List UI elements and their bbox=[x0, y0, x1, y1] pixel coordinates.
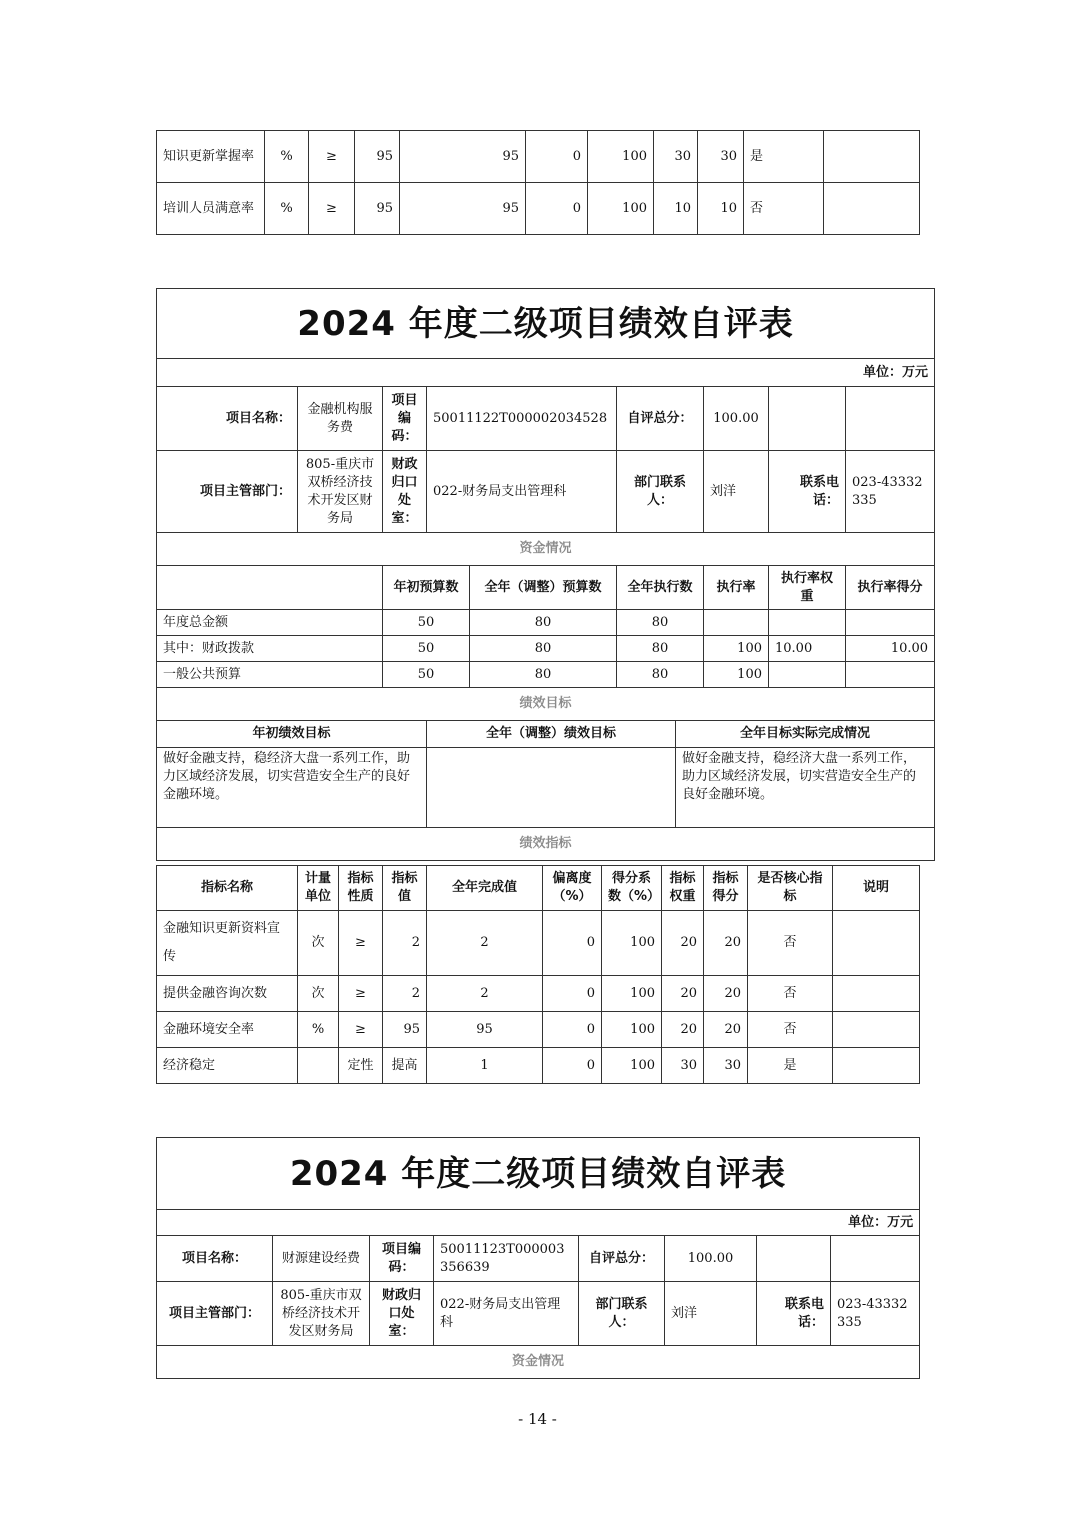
funds-section-title: 资金情况 bbox=[157, 1346, 920, 1379]
office-label: 财政归口处室： bbox=[383, 451, 427, 533]
table-row bbox=[157, 1048, 920, 1084]
funds-cell bbox=[846, 610, 935, 636]
page-number: - 14 - bbox=[518, 1410, 557, 1428]
office-label: 财政归口处室： bbox=[370, 1282, 434, 1346]
goals-header: 年初绩效目标 bbox=[157, 721, 427, 748]
office-value: 022-财务局支出管理科 bbox=[427, 451, 617, 533]
indicator-weight: 30 bbox=[662, 1048, 704, 1084]
office-value: 022-财务局支出管理科 bbox=[434, 1282, 579, 1346]
indicators-table-1 bbox=[156, 865, 920, 1084]
score-value: 100.00 bbox=[665, 1236, 757, 1282]
phone-value: 023-43332335 bbox=[831, 1282, 920, 1346]
funds-row-label: 其中：财政拨款 bbox=[157, 636, 383, 662]
score-label: 自评总分： bbox=[617, 387, 704, 451]
indicator-score: 30 bbox=[704, 1048, 748, 1084]
indicator-unit: % bbox=[265, 183, 309, 235]
goals-header: 全年（调整）绩效目标 bbox=[427, 721, 676, 748]
indicator-header: 是否核心指标 bbox=[748, 866, 833, 911]
indicator-note bbox=[833, 1048, 920, 1084]
indicator-score: 10 bbox=[698, 183, 744, 235]
indicator-deviation: 0 bbox=[543, 1012, 602, 1048]
funds-cell: 10.00 bbox=[769, 636, 846, 662]
indicator-nature: ≥ bbox=[339, 911, 383, 976]
indicator-coef: 100 bbox=[602, 1048, 662, 1084]
indicator-name: 提供金融咨询次数 bbox=[157, 976, 298, 1012]
indicator-header: 偏离度（%） bbox=[543, 866, 602, 911]
dept-value: 805-重庆市双桥经济技术开发区财务局 bbox=[273, 1282, 370, 1346]
indicator-header: 指标性质 bbox=[339, 866, 383, 911]
indicator-header: 得分系数（%） bbox=[602, 866, 662, 911]
funds-cell: 80 bbox=[617, 662, 704, 688]
indicator-header: 全年完成值 bbox=[427, 866, 543, 911]
goals-header-row bbox=[157, 721, 935, 748]
contact-label: 部门联系人： bbox=[579, 1282, 665, 1346]
evaluation-table-2 bbox=[156, 1137, 920, 1379]
indicator-complete: 1 bbox=[427, 1048, 543, 1084]
indicator-value: 2 bbox=[383, 911, 427, 976]
funds-cell: 80 bbox=[617, 610, 704, 636]
funds-header: 全年（调整）预算数 bbox=[470, 566, 617, 610]
indicator-nature: ≥ bbox=[339, 1012, 383, 1048]
table-title-row bbox=[157, 1138, 920, 1210]
project-info-row bbox=[157, 387, 935, 451]
funds-row-label: 一般公共预算 bbox=[157, 662, 383, 688]
indicator-header: 指标权重 bbox=[662, 866, 704, 911]
funds-cell: 100 bbox=[704, 636, 769, 662]
project-code-value: 50011123T000003356639 bbox=[434, 1236, 579, 1282]
unit-label: 单位：万元 bbox=[157, 359, 935, 387]
funds-cell: 80 bbox=[470, 610, 617, 636]
table-row bbox=[157, 976, 920, 1012]
indicator-nature: ≥ bbox=[339, 976, 383, 1012]
table-row bbox=[157, 183, 920, 235]
score-label: 自评总分： bbox=[579, 1236, 665, 1282]
funds-header: 执行率 bbox=[704, 566, 769, 610]
project-code-value: 50011122T000002034528 bbox=[427, 387, 617, 451]
table-row bbox=[157, 610, 935, 636]
indicator-note bbox=[833, 976, 920, 1012]
goals-section-title: 绩效目标 bbox=[157, 688, 935, 721]
phone-label: 联系电话： bbox=[769, 451, 846, 533]
indicator-value: 95 bbox=[355, 131, 400, 183]
indicator-core: 是 bbox=[748, 1048, 833, 1084]
funds-header: 执行率权重 bbox=[769, 566, 846, 610]
indicator-deviation: 0 bbox=[543, 1048, 602, 1084]
indicator-coef: 100 bbox=[602, 1012, 662, 1048]
evaluation-table-1 bbox=[156, 288, 935, 861]
indicator-coef: 100 bbox=[602, 911, 662, 976]
indicator-coef: 100 bbox=[588, 131, 654, 183]
indicator-unit: % bbox=[265, 131, 309, 183]
indicator-unit: 次 bbox=[298, 976, 339, 1012]
indicator-nature: 定性 bbox=[339, 1048, 383, 1084]
indicator-score: 30 bbox=[698, 131, 744, 183]
funds-row-label: 年度总金额 bbox=[157, 610, 383, 636]
funds-cell bbox=[769, 662, 846, 688]
indicator-nature: ≥ bbox=[309, 183, 355, 235]
funds-cell: 50 bbox=[383, 610, 470, 636]
indicator-name: 培训人员满意率 bbox=[157, 183, 265, 235]
table-row bbox=[157, 911, 920, 976]
indicator-score: 20 bbox=[704, 911, 748, 976]
dept-value: 805-重庆市双桥经济技术开发区财务局 bbox=[298, 451, 383, 533]
indicator-coef: 100 bbox=[588, 183, 654, 235]
project-info-row bbox=[157, 1236, 920, 1282]
funds-cell: 10.00 bbox=[846, 636, 935, 662]
dept-label: 项目主管部门： bbox=[157, 451, 298, 533]
score-value: 100.00 bbox=[704, 387, 769, 451]
phone-value: 023-43332335 bbox=[846, 451, 935, 533]
indicator-table-continued bbox=[156, 130, 920, 235]
department-info-row bbox=[157, 451, 935, 533]
goal-actual: 做好金融支持，稳经济大盘一系列工作，助力区域经济发展，切实营造安全生产的良好金融环境。 bbox=[676, 748, 935, 828]
funds-section-title: 资金情况 bbox=[157, 533, 935, 566]
goal-adjusted bbox=[427, 748, 676, 828]
indicator-deviation: 0 bbox=[543, 976, 602, 1012]
project-code-label: 项目编码： bbox=[383, 387, 427, 451]
indicator-complete: 2 bbox=[427, 976, 543, 1012]
indicator-value: 2 bbox=[383, 976, 427, 1012]
indicator-header: 指标得分 bbox=[704, 866, 748, 911]
indicator-header-row bbox=[157, 866, 920, 911]
dept-label: 项目主管部门： bbox=[157, 1282, 273, 1346]
phone-label: 联系电话： bbox=[757, 1282, 831, 1346]
department-info-row bbox=[157, 1282, 920, 1346]
goals-row bbox=[157, 748, 935, 828]
table-title-row bbox=[157, 289, 935, 359]
indicator-complete: 2 bbox=[427, 911, 543, 976]
funds-header: 全年执行数 bbox=[617, 566, 704, 610]
contact-label: 部门联系人： bbox=[617, 451, 704, 533]
table-title: 2024 年度二级项目绩效自评表 bbox=[157, 1138, 920, 1210]
goals-header: 全年目标实际完成情况 bbox=[676, 721, 935, 748]
project-code-label: 项目编码： bbox=[370, 1236, 434, 1282]
project-name-value: 金融机构服务费 bbox=[298, 387, 383, 451]
indicator-deviation: 0 bbox=[543, 911, 602, 976]
indicator-unit: 次 bbox=[298, 911, 339, 976]
indicator-value: 95 bbox=[383, 1012, 427, 1048]
indicators-section-title: 绩效指标 bbox=[157, 828, 935, 861]
funds-cell: 80 bbox=[617, 636, 704, 662]
indicator-core: 否 bbox=[744, 183, 824, 235]
indicator-complete: 95 bbox=[427, 1012, 543, 1048]
indicator-coef: 100 bbox=[602, 976, 662, 1012]
indicator-complete: 95 bbox=[400, 131, 526, 183]
indicator-score: 20 bbox=[704, 976, 748, 1012]
indicator-note bbox=[833, 1012, 920, 1048]
indicator-name: 知识更新掌握率 bbox=[157, 131, 265, 183]
indicator-note bbox=[824, 183, 920, 235]
unit-label: 单位：万元 bbox=[157, 1210, 920, 1236]
indicator-name: 经济稳定 bbox=[157, 1048, 298, 1084]
project-name-label: 项目名称： bbox=[157, 387, 298, 451]
indicator-header: 指标值 bbox=[383, 866, 427, 911]
indicator-deviation: 0 bbox=[526, 183, 588, 235]
funds-header: 年初预算数 bbox=[383, 566, 470, 610]
funds-cell: 80 bbox=[470, 662, 617, 688]
indicator-complete: 95 bbox=[400, 183, 526, 235]
indicator-note bbox=[833, 911, 920, 976]
table-row bbox=[157, 662, 935, 688]
funds-cell: 80 bbox=[470, 636, 617, 662]
funds-header: 执行率得分 bbox=[846, 566, 935, 610]
indicator-value: 95 bbox=[355, 183, 400, 235]
table-title: 2024 年度二级项目绩效自评表 bbox=[157, 289, 935, 359]
funds-cell: 50 bbox=[383, 662, 470, 688]
indicator-unit: % bbox=[298, 1012, 339, 1048]
indicator-note bbox=[824, 131, 920, 183]
indicator-name: 金融环境安全率 bbox=[157, 1012, 298, 1048]
funds-header bbox=[157, 566, 383, 610]
funds-cell bbox=[704, 610, 769, 636]
indicator-core: 否 bbox=[748, 1012, 833, 1048]
funds-cell bbox=[769, 610, 846, 636]
indicator-nature: ≥ bbox=[309, 131, 355, 183]
indicator-unit bbox=[298, 1048, 339, 1084]
project-name-value: 财源建设经费 bbox=[273, 1236, 370, 1282]
table-row bbox=[157, 636, 935, 662]
table-row bbox=[157, 131, 920, 183]
funds-header-row bbox=[157, 566, 935, 610]
indicator-weight: 20 bbox=[662, 976, 704, 1012]
indicator-header: 指标名称 bbox=[157, 866, 298, 911]
project-name-label: 项目名称： bbox=[157, 1236, 273, 1282]
indicator-core: 否 bbox=[748, 911, 833, 976]
funds-cell bbox=[846, 662, 935, 688]
indicator-weight: 20 bbox=[662, 1012, 704, 1048]
indicator-name: 金融知识更新资料宣传 bbox=[157, 911, 298, 976]
funds-cell: 100 bbox=[704, 662, 769, 688]
funds-cell: 50 bbox=[383, 636, 470, 662]
indicator-core: 否 bbox=[748, 976, 833, 1012]
contact-value: 刘洋 bbox=[665, 1282, 757, 1346]
indicator-core: 是 bbox=[744, 131, 824, 183]
goal-initial: 做好金融支持，稳经济大盘一系列工作，助力区域经济发展，切实营造安全生产的良好金融环境。 bbox=[157, 748, 427, 828]
indicator-header: 计量单位 bbox=[298, 866, 339, 911]
contact-value: 刘洋 bbox=[704, 451, 769, 533]
indicator-header: 说明 bbox=[833, 866, 920, 911]
table-row bbox=[157, 1012, 920, 1048]
indicator-weight: 30 bbox=[654, 131, 698, 183]
indicator-score: 20 bbox=[704, 1012, 748, 1048]
indicator-weight: 20 bbox=[662, 911, 704, 976]
indicator-weight: 10 bbox=[654, 183, 698, 235]
indicator-value: 提高 bbox=[383, 1048, 427, 1084]
indicator-deviation: 0 bbox=[526, 131, 588, 183]
